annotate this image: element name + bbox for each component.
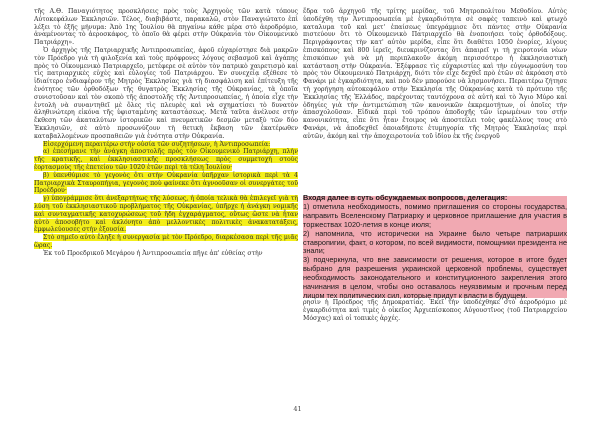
- right-paragraph-1: ἕδρα τοῦ ἀρχηγοῦ τῆς τρίτης μερίδας, τοῦ Μητροπολίτου Μεθοδίου. Αὐτὸς ὑποδέχθη τὴν Ἀντιπροσωπεία μὲ ἐγκαρδιότητα σὲ σαφὲς ταπεινὸ καὶ φτωχὸ καταλυμα τοῦ καὶ μετ' ἐπαίσεως ὑπεγράμμισε ὅτι πάντες στὴν Οὐκρανία πιστεύουν ὅτι τὸ Οἰκουμενικὸ Πατριαρχεῖο θὰ ἐνοποιήσει τοὺς ὀρθοδόξους. Περιγράφοντας τὴν κατ' αὐτὸν μερίδα, εἶπε ὅτι διαθέτει 1050 ἐνορίες, λίγους ἐπισκόπους καὶ 800 ἱερεῖς, διευκρινίζοντας ὅτι ἀπαιρεῖ γι τὴ χειροτονία νέων ἐπισκόπων γιὰ νὰ μὴ περιπλακοῦν ἀκόμη περισσότερο ἡ ἐκκλησιαστικὴ κατάσταση στὴν Οὐκρανία. Ἐξέφρασε τὶς εὐχαριστίες καὶ τὴν εὐγνωμοσύνη του πρὸς τὸν Οἰκουμενικὸ Πατριάρχη, διότι τὸν εἶχε δεχθεῖ πρὸ ἐτῶν σὲ ἀκρόαση στὸ Φανάρι μὲ ἐγκαρδιότητα, καὶ ποὺ δὲν μπορούσε νὰ λησμονήσει. Περαιτέρω ζήτησε τὴ χορήγηση αὐτοκεφάλου στὴν Ἐκκλησία τῆς Οὐκρανίας κατὰ τὸ πρότυπο τῆς Ἐκκλησίας τῆς Ἑλλάδος, παρέχοντας ταυτόχρονα σὲ αὐτὴ καὶ τὸ Ἅγιο Μύρο καὶ ὁδηγίες γιὰ τὴν ἀντιμετώπιση τῶν κανονικῶν ἐκκρεμοτήτων, οἱ ὁποῖες τὴν ἀπασχολοῦσαν. Εἰδικὰ περὶ τοῦ τρόπου ἀποδοχῆς τῶν ἱερωμένων του στὴν κανονικότητα, εἶπε ὅτι ἦταν ἕτοιμος νὰ ἀποστείλει τοὺς φακέλλους τους στὸ Φανάρι, νὰ ἀποδεχθεῖ ὁποιαδήποτε ἐτυμηγορία τῆς Μητρὸς Ἐκκλησίας περὶ αὐτῶν, ἀκόμη καὶ τὴν ἀποχειροτονία τοῦ ἰδίου ἐκ τῆς ἐνεργοῦ: [303, 8, 567, 140]
- highlighted-text: Στὸ σημεῖο αὐτὸ ἔληξε ἡ συνεργασία μὲ τὸν Πρόεδρο, διαρκέσασα περὶ τῆς μιᾶς ὥρας.: [34, 234, 298, 249]
- ru-item-3: 3) подчеркнула, что вне зависимости от решения, которое в итоге будет выбрано для разрешения украинской церковной проблемы, существует необходимость законодательного и конституционного закрепления этого начинания в целом, чтобы оно оставалось неуязвимым и прочным перед лицом тех политических сил, которые придут к власти в будущем.: [303, 255, 567, 300]
- highlighted-text: α) ἐπεσήμανε τὴν ἀνάγκη ἀποστολῆς πρὸς τὸν Οἰκουμενικὸ Πατριάρχη, πλὴν τῆς κρατικῆς, καὶ ἐκκλησιαστικῆς προσκλήσεως πρὸς συμμετοχὴ στοὺς ἑορτασμοὺς τῆς ἐπετείου τῶν 1020 ἐτῶν περὶ τὰ τέλη Ἰουλίου·: [34, 148, 298, 171]
- highlight-item-c: [34, 195, 298, 234]
- right-paragraph-2: ρησιν ἡ Πρόεδρος τῆς Δημοκρατίας. Ἐκεῖ τὴν ὑποδέχθηκε στὸ ἀεροδρόμιο μὲ ἐγκαρδιότητα καὶ τιμὲς ὁ οἰκεῖος Ἀρχιεπίσκοπος Αὐγουστῖνος (τοῦ Πατριαρχείου Μόσχας) καὶ οἱ τοπικὲς ἀρχές.: [303, 299, 567, 322]
- highlight-item-a: [34, 148, 298, 171]
- ru-item-1: 1) отметила необходимость, помимо приглашения со стороны государства, направить Вселенскому Патриарху и церковное приглашение для участия в торжествах 1020-летия в конце июля;: [303, 201, 567, 229]
- highlight-intro: [34, 141, 298, 149]
- ru-item-2: 2) напомнила, что исторически на Украине было четыре патриарших ставропигии, факт, о котором, по всей видимости, помощники президента не знали;: [303, 228, 567, 256]
- highlight-item-b: [34, 172, 298, 195]
- highlighted-text: β) ὑπενθύμισε τὸ γεγονὸς ὅτι στὴν Οὐκρανία ὑπῆρχαν ἱστορικὰ περὶ τὰ 4 Πατριαρχικὰ Σταυροπήγια, γεγονὸς ποὺ φαίνεκε ὅτι ἀγνοοῦσαν οἱ συνεργάτες τοῦ Προέδρου·: [34, 171, 298, 195]
- ru-heading: Входя далее в суть обсуждаемых вопросов, делегация:: [303, 193, 508, 202]
- page-number: 41: [293, 405, 302, 413]
- left-paragraph-3: Ἐκ τοῦ Προεδρικοῦ Μεγάρου ἡ Ἀντιπροσωπεία πῆγε ἀπ' εὐθείας στὴν: [43, 249, 263, 257]
- right-column: [303, 8, 567, 141]
- right-column-continuation: [303, 299, 567, 322]
- highlighted-text: γ) ὑπογράμμισε ὅτι ἀνεξαρτήτως τῆς λύσεως, ἡ ὁποία τελικὰ θὰ ἐπιλεγεῖ γιὰ τὴ λύση τοῦ ἐκκλησιαστικοῦ προβλήματος τῆς Οὐκρανίας, ὑπῆρχε ἡ ἀνάγκη νομικῆς καὶ συνταγματικῆς κατοχυρώσεως τοῦ ἤδη ἐγχαράγματος, οὕτως ὥστε νὰ ἦταν αὐτὸ ἀποσοβήτο καὶ ἀκλόνητο ἀπὸ μελλοντικὲς πολιτικὲς ἀνακατατάξεις, ἐμφωλεύουσες στὴν ἐξουσία.: [34, 195, 298, 234]
- highlight-end: [34, 234, 298, 250]
- left-column: [34, 8, 298, 258]
- left-paragraph-1: τῆς Α.Θ. Παναγιότητος προσκλήσεις πρὸς τοὺς Ἀρχηγοὺς τῶν κατὰ τόπους Αὐτοκεφάλων Ἐκκλησιῶν. Τέλος, διαβιβάστε, παρακαλῶ, στὸν Παναγιώτατο ἐπὶ λέξει τὸ ἑξῆς μήνυμα: Ἀπὸ 1ης Ἰουλίου θὰ πηγαίνω κάθε μέρα στὸ ἀεροδρόμιο, ἀναμένοντας τὸ ἀεροσκάφος, τὸ ὁποῖο θὰ φέρει στὴν Οὐκρανία τὸν Οἰκουμενικὸ Πατριάρχη».: [34, 8, 298, 47]
- left-paragraph-2: Ὁ ἀρχηγὸς τῆς Πατριαρχικῆς Ἀντιπροσωπείας, ἀφοῦ εὐχαρίστησε διὰ μακρῶν τὸν Πρόεδρο γιὰ τὴ φιλοξενία καὶ τοὺς πρόφρονες λόγους σεβασμοῦ καὶ ἀγάπης πρὸς τὸ Οἰκουμενικὸ Πατριαρχεῖο, μετέφερε σὲ αὐτὸν τὸν πατρικὸ χαιρετισμὸ καὶ τὶς πατριαρχικὲς εὐχὲς καὶ εὐλογίες τοῦ Πατριάρχου. Ἐν συνεχείᾳ εξέθεσε τὸ ἰδιαίτερο ἐνδιαφέρον τῆς Μητρὸς Ἐκκλησίας γιὰ τὴ διασφάλιση καὶ ἐπίτευξη τῆς ἑνότητος τῶν ὀρθοδόξων τῆς θυγατρὸς Ἐκκλησίας τῆς Οὐκρανίας, τὰ ὁποῖα συνιστοῦσαν καὶ τὸν σκοπὸ τῆς ἀποστολῆς τῆς Ἀντιπροσωπείας, ἡ ὁποία εἶχε τὴν ἐντολὴ νὰ συναντηθεῖ μὲ ὅλες τὶς πλευρὲς καὶ νὰ σχηματίσει τὸ δυνατὸν ἀληθινώτερη εἰκόνα τῆς ὑφισταμένης καταστάσεως. Μετὰ ταῦτα ἀνέλυσε στὴν ἔκθεση τῶν ἀκαταλύτων ἱστορικῶν καὶ πνευματικῶν δεσμῶν μεταξὺ τῶν δύο Ἐκκλησιῶν, σὲ αὐτὸ προσωνύζουν τὴ θετικὴ ἔκβαση τῶν ἐκατέρωθεν καταβαλλομένων προσπαθειῶν γιὰ ἐνότητα στὴν Οὐκρανία.: [34, 46, 298, 140]
- highlighted-text: Εἰσερχόμενη περαιτέρω στὴν οὐσία τῶν συζητήσεων, ἡ Ἀντιπροσωπεία:: [43, 140, 271, 148]
- russian-translation-overlay: [303, 194, 567, 301]
